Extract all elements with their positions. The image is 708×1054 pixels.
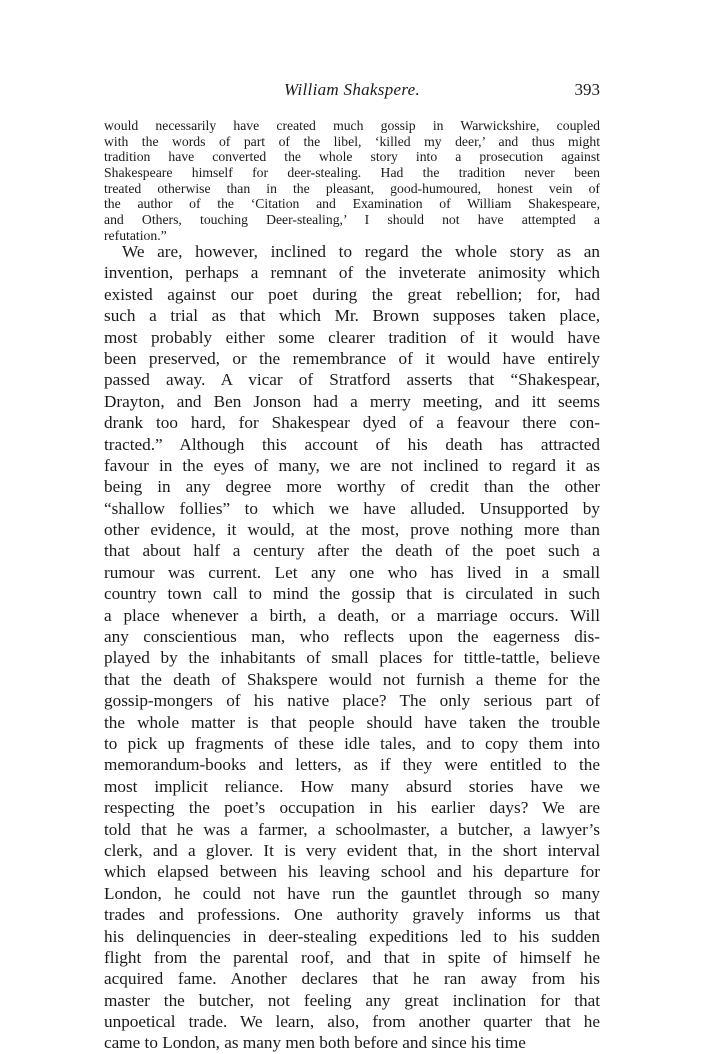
running-title: William Shakspere.	[283, 80, 421, 99]
text-line: favour in the eyes of many, we are not inclined to regard it as	[104, 455, 600, 475]
text-line: acquired fame. Another declares that he ran away from his	[104, 969, 600, 989]
text-line: tracted.” Although this account of his death has attracted	[104, 434, 600, 454]
text-line: told that he was a farmer, a schoolmaster, a butcher, a lawyer’s	[104, 819, 600, 839]
running-head	[104, 80, 600, 104]
text-line: rumour was current. Let any one who has lived in a small	[104, 562, 600, 582]
quote-line: Shakespeare himself for deer-stealing. Had the tradition never been	[104, 165, 600, 181]
text-line: most implicit reliance. How many absurd stories have we	[104, 776, 600, 796]
quote-line: the author of the ‘Citation and Examination of William Shakespeare,	[104, 196, 600, 212]
text-line: We are, however, inclined to regard the whole story as an	[122, 242, 600, 261]
text-line: most probably either some clearer tradition of it would have	[104, 327, 600, 347]
text-line: any conscientious man, who reflects upon the eagerness dis-	[104, 627, 600, 647]
text-line: that about half a century after the death of the poet such a	[104, 541, 600, 561]
quote-line: treated otherwise than in the pleasant, good-humoured, honest vein of	[104, 180, 600, 196]
quote-line: tradition have converted the whole story into a prosecution against	[104, 149, 600, 165]
text-line: that the death of Shakspere would not furnish a theme for the	[104, 669, 600, 689]
text-line: passed away. A vicar of Stratford asserts that “Shakespear,	[104, 370, 600, 390]
text-line: the whole matter is that people should have taken the trouble	[104, 712, 600, 732]
quote-line: with the words of part of the libel, ‘killed my deer,’ and thus might	[104, 133, 600, 149]
text-line: came to London, as many men both before and since his time	[104, 1033, 526, 1053]
text-line: memorandum-books and letters, as if they were entitled to the	[104, 755, 600, 775]
text-line: such a trial as that which Mr. Brown supposes taken place,	[104, 306, 600, 326]
text-line: gossip-mongers of his native place? The only serious part of	[104, 691, 600, 711]
text-line: respecting the poet’s occupation in his earlier days? We are	[104, 798, 600, 818]
text-line: trades and professions. One authority gravely informs us that	[104, 905, 600, 925]
text-line: invention, perhaps a remnant of the inveterate animosity which	[104, 263, 600, 283]
text-line: been preserved, or the remembrance of it would have entirely	[104, 348, 600, 368]
quote-line: refutation.”	[104, 227, 167, 243]
text-line: which elapsed between his leaving school and his departure for	[104, 862, 600, 882]
text-line: played by the inhabitants of small places for tittle-tattle, believe	[104, 648, 600, 668]
page-number: 393	[574, 80, 600, 99]
text-line: to pick up fragments of these idle tales, and to copy them into	[104, 733, 600, 753]
text-line: master the butcher, not feeling any great inclination for that	[104, 990, 600, 1010]
text-line: other evidence, it would, at the most, prove nothing more than	[104, 520, 600, 540]
text-line: existed against our poet during the great rebellion; for, had	[104, 284, 600, 304]
text-line: flight from the parental roof, and that in spite of himself he	[104, 947, 600, 967]
text-line: clerk, and a glover. It is very evident that, in the short interval	[104, 840, 600, 860]
body-paragraph	[104, 241, 600, 1054]
text-line: drank too hard, for Shakespear dyed of a feavour there con-	[104, 413, 600, 433]
quoted-passage	[104, 118, 600, 244]
quote-line: and Others, touching Deer-stealing,’ I should not have attempted a	[104, 212, 600, 228]
text-line: “shallow follies” to which we have alluded. Unsupported by	[104, 498, 600, 518]
text-line: his delinquencies in deer-stealing expeditions led to his sudden	[104, 926, 600, 946]
text-line: country town call to mind the gossip that is circulated in such	[104, 584, 600, 604]
text-line: unpoetical trade. We learn, also, from another quarter that he	[104, 1012, 600, 1032]
text-line: being in any degree more worthy of credit than the other	[104, 477, 600, 497]
text-line: a place whenever a birth, a death, or a marriage occurs. Will	[104, 605, 600, 625]
text-line: Drayton, and Ben Jonson had a merry meeting, and itt seems	[104, 391, 600, 411]
quote-line: would necessarily have created much gossip in Warwickshire, coupled	[104, 118, 600, 133]
text-line: London, he could not have run the gauntlet through so many	[104, 883, 600, 903]
